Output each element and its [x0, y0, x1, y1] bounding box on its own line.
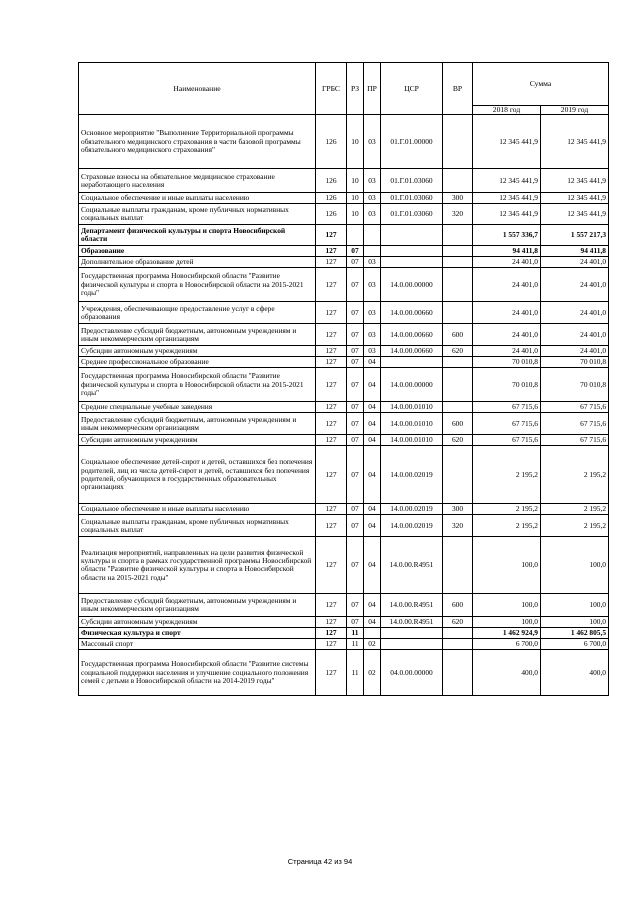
table-row	[79, 204, 609, 225]
cell-rz	[347, 225, 364, 246]
cell-sum-2018: 1 557 336,7	[473, 225, 541, 246]
cell-csr: 01.Г.01.00000	[381, 115, 443, 169]
cell-vr	[443, 246, 473, 257]
table-row	[79, 357, 609, 368]
cell-name: Основное мероприятие "Выполнение Территориальной программы обязательного медицинского страхования в части базовой программы обязательного медицинского страхования"	[79, 115, 316, 169]
cell-sum-2018: 2 195,2	[473, 504, 541, 515]
cell-sum-2019: 94 411,8	[541, 246, 609, 257]
cell-grbs: 127	[316, 594, 347, 617]
cell-vr: 600	[443, 594, 473, 617]
cell-vr	[443, 628, 473, 639]
cell-sum-2019: 12 345 441,9	[541, 115, 609, 169]
cell-sum-2019: 70 010,8	[541, 357, 609, 368]
cell-grbs: 127	[316, 639, 347, 650]
cell-pr	[364, 246, 381, 257]
cell-name: Физическая культура и спорт	[79, 628, 316, 639]
cell-grbs: 127	[316, 302, 347, 324]
cell-pr: 03	[364, 169, 381, 193]
header-year-2019: 2019 год	[541, 106, 609, 115]
cell-rz: 10	[347, 204, 364, 225]
cell-csr	[381, 246, 443, 257]
cell-sum-2018: 100,0	[473, 617, 541, 628]
cell-vr: 320	[443, 204, 473, 225]
cell-grbs: 127	[316, 268, 347, 302]
header-sum: Сумма	[473, 63, 609, 106]
header-name: Наименование	[79, 63, 316, 115]
cell-vr: 300	[443, 193, 473, 204]
cell-csr: 14.0.00.02019	[381, 504, 443, 515]
cell-sum-2019: 67 715,6	[541, 402, 609, 413]
cell-rz: 10	[347, 169, 364, 193]
cell-sum-2019: 67 715,6	[541, 413, 609, 435]
cell-rz: 07	[347, 594, 364, 617]
cell-csr: 01.Г.01.03060	[381, 193, 443, 204]
cell-csr: 04.0.00.00000	[381, 650, 443, 696]
cell-vr	[443, 115, 473, 169]
cell-name: Средние специальные учебные заведения	[79, 402, 316, 413]
cell-grbs: 127	[316, 435, 347, 446]
cell-grbs: 127	[316, 346, 347, 357]
cell-name: Среднее профессиональное образование	[79, 357, 316, 368]
cell-grbs: 127	[316, 504, 347, 515]
cell-pr: 04	[364, 402, 381, 413]
table-row	[79, 193, 609, 204]
table-row	[79, 650, 609, 696]
cell-vr: 620	[443, 617, 473, 628]
table-row	[79, 594, 609, 617]
cell-rz: 07	[347, 246, 364, 257]
cell-csr: 14.0.00.00660	[381, 346, 443, 357]
cell-vr: 600	[443, 324, 473, 346]
cell-name: Массовый спорт	[79, 639, 316, 650]
cell-name: Государственная программа Новосибирской области "Развитие физической культуры и спорта в Новосибирской области на 2015-2021 годы"	[79, 368, 316, 402]
cell-sum-2018: 12 345 441,9	[473, 204, 541, 225]
cell-sum-2019: 12 345 441,9	[541, 204, 609, 225]
cell-vr	[443, 169, 473, 193]
cell-sum-2019: 12 345 441,9	[541, 169, 609, 193]
table-row	[79, 435, 609, 446]
cell-csr: 14.0.00.00660	[381, 302, 443, 324]
cell-grbs: 127	[316, 357, 347, 368]
table-row	[79, 169, 609, 193]
cell-sum-2019: 12 345 441,9	[541, 193, 609, 204]
cell-vr	[443, 225, 473, 246]
cell-pr: 04	[364, 368, 381, 402]
cell-grbs: 127	[316, 246, 347, 257]
cell-grbs: 127	[316, 402, 347, 413]
cell-csr: 14.0.00.R4951	[381, 617, 443, 628]
cell-rz: 07	[347, 324, 364, 346]
table-row	[79, 413, 609, 435]
cell-rz: 07	[347, 446, 364, 504]
table-row	[79, 115, 609, 169]
cell-rz: 07	[347, 268, 364, 302]
cell-sum-2019: 2 195,2	[541, 504, 609, 515]
cell-vr	[443, 257, 473, 268]
cell-pr: 02	[364, 650, 381, 696]
cell-sum-2018: 2 195,2	[473, 515, 541, 537]
cell-vr	[443, 639, 473, 650]
cell-sum-2019: 24 401,0	[541, 257, 609, 268]
cell-name: Реализация мероприятий, направленных на цели развития физической культуры и спорта в рамках государственной программы Новосибирской области "Развитие физической культуры и спорта в Новосибирской области на 2015-2021 годы"	[79, 537, 316, 594]
cell-rz: 07	[347, 302, 364, 324]
cell-grbs: 127	[316, 537, 347, 594]
cell-name: Предоставление субсидий бюджетным, автономным учреждениям и иным некоммерческим организациям	[79, 413, 316, 435]
cell-csr: 01.Г.01.03060	[381, 169, 443, 193]
cell-grbs: 126	[316, 115, 347, 169]
table-row	[79, 537, 609, 594]
cell-sum-2019: 2 195,2	[541, 515, 609, 537]
header-row	[79, 63, 609, 106]
cell-vr: 600	[443, 413, 473, 435]
cell-sum-2019: 2 195,2	[541, 446, 609, 504]
cell-vr: 620	[443, 435, 473, 446]
cell-sum-2018: 24 401,0	[473, 257, 541, 268]
cell-rz: 07	[347, 413, 364, 435]
budget-table	[78, 62, 609, 696]
cell-sum-2018: 70 010,8	[473, 357, 541, 368]
cell-rz: 07	[347, 357, 364, 368]
cell-rz: 07	[347, 368, 364, 402]
cell-grbs: 126	[316, 169, 347, 193]
table-row	[79, 246, 609, 257]
cell-name: Предоставление субсидий бюджетным, автономным учреждениям и иным некоммерческим организациям	[79, 324, 316, 346]
cell-rz: 07	[347, 515, 364, 537]
header-rz: РЗ	[347, 63, 364, 115]
table-row	[79, 617, 609, 628]
cell-rz: 07	[347, 257, 364, 268]
cell-csr: 14.0.00.R4951	[381, 537, 443, 594]
cell-pr: 04	[364, 446, 381, 504]
cell-rz: 07	[347, 504, 364, 515]
cell-sum-2019: 24 401,0	[541, 324, 609, 346]
cell-csr: 14.0.00.00000	[381, 268, 443, 302]
cell-pr: 02	[364, 639, 381, 650]
cell-csr	[381, 628, 443, 639]
table-row	[79, 268, 609, 302]
table-row	[79, 628, 609, 639]
cell-sum-2018: 400,0	[473, 650, 541, 696]
cell-pr: 04	[364, 594, 381, 617]
cell-rz: 10	[347, 193, 364, 204]
cell-vr	[443, 302, 473, 324]
header-pr: ПР	[364, 63, 381, 115]
cell-name: Субсидии автономным учреждениям	[79, 435, 316, 446]
table-row	[79, 225, 609, 246]
table-row	[79, 302, 609, 324]
cell-name: Социальное обеспечение детей-сирот и детей, оставшихся без попечения родителей, лиц из числа детей-сирот и детей, оставшихся без попечения родителей, обучающихся в государственных образовательных организациях	[79, 446, 316, 504]
cell-csr	[381, 357, 443, 368]
cell-vr	[443, 268, 473, 302]
cell-name: Государственная программа Новосибирской области "Развитие системы социальной поддержки населения и улучшение социального положения семей с детьми в Новосибирской области на 2014-2019 годы"	[79, 650, 316, 696]
cell-pr: 04	[364, 617, 381, 628]
cell-sum-2019: 70 010,8	[541, 368, 609, 402]
cell-csr: 14.0.00.01010	[381, 435, 443, 446]
cell-name: Предоставление субсидий бюджетным, автономным учреждениям и иным некоммерческим организациям	[79, 594, 316, 617]
table-row	[79, 402, 609, 413]
cell-name: Субсидии автономным учреждениям	[79, 617, 316, 628]
cell-pr: 04	[364, 504, 381, 515]
cell-pr: 03	[364, 115, 381, 169]
cell-sum-2018: 70 010,8	[473, 368, 541, 402]
cell-name: Социальное обеспечение и иные выплаты населению	[79, 193, 316, 204]
cell-grbs: 127	[316, 413, 347, 435]
cell-name: Страховые взносы на обязательное медицинское страхование неработающего населения	[79, 169, 316, 193]
cell-sum-2018: 94 411,8	[473, 246, 541, 257]
cell-vr: 300	[443, 504, 473, 515]
cell-vr	[443, 537, 473, 594]
cell-sum-2018: 67 715,6	[473, 435, 541, 446]
cell-vr	[443, 368, 473, 402]
cell-vr: 620	[443, 346, 473, 357]
cell-rz: 11	[347, 628, 364, 639]
cell-csr	[381, 257, 443, 268]
cell-pr: 04	[364, 413, 381, 435]
cell-csr: 14.0.00.01010	[381, 402, 443, 413]
cell-sum-2019: 100,0	[541, 617, 609, 628]
cell-csr: 14.0.00.01010	[381, 413, 443, 435]
cell-rz: 07	[347, 346, 364, 357]
cell-sum-2019: 100,0	[541, 537, 609, 594]
cell-sum-2019: 100,0	[541, 594, 609, 617]
cell-sum-2018: 24 401,0	[473, 346, 541, 357]
cell-sum-2019: 400,0	[541, 650, 609, 696]
page-number: Страница 42 из 94	[287, 857, 353, 866]
header-grbs: ГРБС	[316, 63, 347, 115]
cell-name: Департамент физической культуры и спорта Новосибирской области	[79, 225, 316, 246]
cell-rz: 07	[347, 537, 364, 594]
cell-pr: 03	[364, 204, 381, 225]
table-row	[79, 504, 609, 515]
cell-name: Социальное обеспечение и иные выплаты населению	[79, 504, 316, 515]
cell-csr: 14.0.00.00660	[381, 324, 443, 346]
cell-csr	[381, 639, 443, 650]
cell-pr: 03	[364, 193, 381, 204]
cell-rz: 07	[347, 435, 364, 446]
cell-vr	[443, 650, 473, 696]
cell-grbs: 126	[316, 204, 347, 225]
cell-pr: 04	[364, 357, 381, 368]
cell-pr: 03	[364, 257, 381, 268]
cell-sum-2018: 67 715,6	[473, 413, 541, 435]
cell-name: Субсидии автономным учреждениям	[79, 346, 316, 357]
table-row	[79, 346, 609, 357]
table-row	[79, 257, 609, 268]
table-row	[79, 368, 609, 402]
cell-vr	[443, 446, 473, 504]
cell-pr: 04	[364, 515, 381, 537]
cell-pr: 03	[364, 324, 381, 346]
table-row	[79, 515, 609, 537]
cell-sum-2019: 24 401,0	[541, 346, 609, 357]
cell-sum-2018: 6 700,0	[473, 639, 541, 650]
cell-grbs: 127	[316, 515, 347, 537]
cell-grbs: 127	[316, 324, 347, 346]
cell-vr	[443, 402, 473, 413]
table-row	[79, 446, 609, 504]
table-row	[79, 324, 609, 346]
header-csr: ЦСР	[381, 63, 443, 115]
cell-sum-2018: 24 401,0	[473, 302, 541, 324]
cell-sum-2018: 1 462 924,9	[473, 628, 541, 639]
cell-name: Дополнительное образование детей	[79, 257, 316, 268]
cell-sum-2018: 100,0	[473, 537, 541, 594]
cell-sum-2019: 6 700,0	[541, 639, 609, 650]
header-year-2018: 2018 год	[473, 106, 541, 115]
cell-grbs: 127	[316, 225, 347, 246]
cell-name: Социальные выплаты гражданам, кроме публичных нормативных социальных выплат	[79, 204, 316, 225]
cell-sum-2019: 24 401,0	[541, 302, 609, 324]
cell-sum-2018: 2 195,2	[473, 446, 541, 504]
cell-csr: 14.0.00.02019	[381, 515, 443, 537]
cell-pr	[364, 628, 381, 639]
cell-sum-2018: 12 345 441,9	[473, 193, 541, 204]
cell-csr: 14.0.00.02019	[381, 446, 443, 504]
cell-pr: 04	[364, 537, 381, 594]
cell-sum-2018: 100,0	[473, 594, 541, 617]
cell-rz: 07	[347, 402, 364, 413]
cell-sum-2018: 67 715,6	[473, 402, 541, 413]
cell-csr: 14.0.00.R4951	[381, 594, 443, 617]
cell-pr: 04	[364, 435, 381, 446]
cell-sum-2019: 1 557 217,3	[541, 225, 609, 246]
cell-rz: 11	[347, 650, 364, 696]
cell-rz: 07	[347, 617, 364, 628]
cell-grbs: 127	[316, 446, 347, 504]
cell-grbs: 127	[316, 650, 347, 696]
cell-sum-2018: 12 345 441,9	[473, 169, 541, 193]
cell-pr	[364, 225, 381, 246]
cell-sum-2019: 24 401,0	[541, 268, 609, 302]
cell-name: Государственная программа Новосибирской области "Развитие физической культуры и спорта в Новосибирской области на 2015-2021 годы"	[79, 268, 316, 302]
cell-vr: 320	[443, 515, 473, 537]
cell-sum-2018: 12 345 441,9	[473, 115, 541, 169]
cell-sum-2018: 24 401,0	[473, 268, 541, 302]
cell-csr: 14.0.00.00000	[381, 368, 443, 402]
cell-rz: 10	[347, 115, 364, 169]
cell-pr: 03	[364, 346, 381, 357]
cell-sum-2019: 1 462 805,5	[541, 628, 609, 639]
cell-sum-2019: 67 715,6	[541, 435, 609, 446]
cell-name: Учреждения, обеспечивающие предоставление услуг в сфере образования	[79, 302, 316, 324]
cell-pr: 03	[364, 268, 381, 302]
table-row	[79, 639, 609, 650]
cell-sum-2018: 24 401,0	[473, 324, 541, 346]
cell-csr: 01.Г.01.03060	[381, 204, 443, 225]
cell-rz: 11	[347, 639, 364, 650]
cell-grbs: 127	[316, 628, 347, 639]
cell-grbs: 127	[316, 617, 347, 628]
cell-grbs: 127	[316, 368, 347, 402]
cell-vr	[443, 357, 473, 368]
cell-grbs: 127	[316, 257, 347, 268]
budget-table-container	[78, 62, 608, 696]
cell-name: Образование	[79, 246, 316, 257]
header-vr: ВР	[443, 63, 473, 115]
cell-csr	[381, 225, 443, 246]
cell-name: Социальные выплаты гражданам, кроме публичных нормативных социальных выплат	[79, 515, 316, 537]
cell-pr: 03	[364, 302, 381, 324]
cell-grbs: 126	[316, 193, 347, 204]
